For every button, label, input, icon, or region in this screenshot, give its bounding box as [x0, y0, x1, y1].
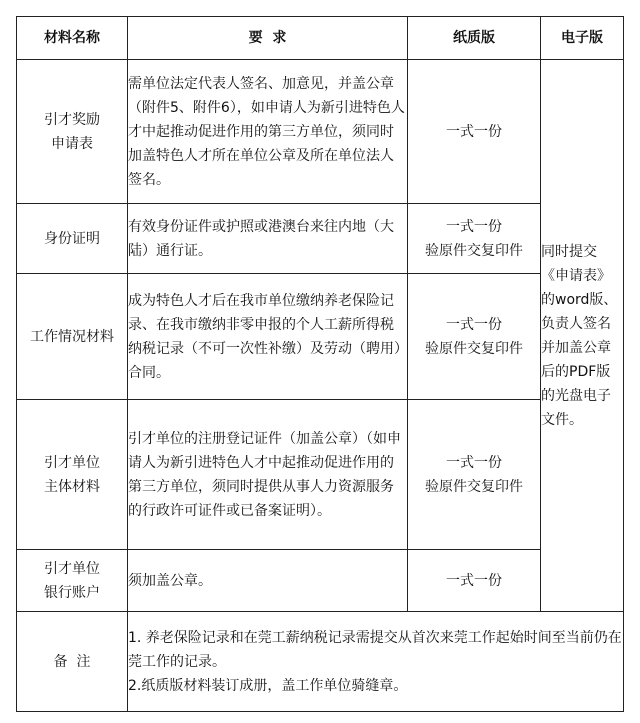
row-name-cell — [17, 204, 128, 274]
row-paper-line: 一式一份 — [446, 454, 502, 471]
row-name-line: 引才单位 — [44, 560, 100, 577]
row-paper-cell — [408, 274, 541, 400]
table-row — [17, 400, 624, 550]
row-name-line: 工作情况材料 — [30, 328, 114, 345]
table-row — [17, 274, 624, 400]
header-row — [17, 17, 624, 60]
row-name-line: 引才单位 — [44, 454, 100, 471]
row-name-line: 银行账户 — [44, 584, 100, 601]
row-paper-line: 一式一份 — [446, 218, 502, 235]
remark-item: 2.纸质版材料装订成册，盖工作单位骑缝章。 — [128, 677, 408, 694]
remarks-cell — [128, 612, 624, 712]
row-paper-line: 验原件交复印件 — [425, 340, 523, 357]
row-name-line: 主体材料 — [44, 478, 100, 495]
table-row — [17, 204, 624, 274]
row-paper-line: 一式一份 — [446, 316, 502, 333]
row-requirement: 有效身份证件或护照或港澳台来往内地（大陆）通行证。 — [128, 204, 408, 274]
row-paper-cell — [408, 550, 541, 612]
electronic-note: 同时提交《申请表》的word版、负责人签名并加盖公章后的PDF版的光盘电子文件。 — [541, 60, 624, 612]
row-requirement: 需单位法定代表人签名、加意见，并盖公章（附件5、附件6），如申请人为新引进特色人才中起推动促进作用的第三方单位，须同时加盖特色人才所在单位公章及所在单位法人签名。 — [128, 60, 408, 204]
row-paper-cell — [408, 204, 541, 274]
materials-table — [16, 16, 624, 712]
row-paper-cell — [408, 60, 541, 204]
row-paper-line: 一式一份 — [446, 123, 502, 140]
table-row — [17, 60, 624, 204]
row-name-line: 身份证明 — [44, 230, 100, 247]
row-name-cell — [17, 60, 128, 204]
row-requirement: 引才单位的注册登记证件（加盖公章）（如申请人为新引进特色人才中起推动促进作用的第三方单位，须同时提供从事人力资源服务的行政许可证件或已备案证明）。 — [128, 400, 408, 550]
row-requirement: 成为特色人才后在我市单位缴纳养老保险记录、在我市缴纳非零申报的个人工薪所得税纳税记录（不可一次性补缴）及劳动（聘用）合同。 — [128, 274, 408, 400]
row-requirement: 须加盖公章。 — [128, 550, 408, 612]
remarks-label: 备 注 — [17, 612, 128, 712]
header-name: 材料名称 — [17, 17, 128, 60]
remarks-row — [17, 612, 624, 712]
header-requirement: 要 求 — [128, 17, 408, 60]
row-name-cell — [17, 400, 128, 550]
row-paper-line: 一式一份 — [446, 572, 502, 589]
row-name-line: 申请表 — [51, 135, 93, 152]
row-paper-cell — [408, 400, 541, 550]
table-row — [17, 550, 624, 612]
row-name-cell — [17, 550, 128, 612]
row-paper-line: 验原件交复印件 — [425, 478, 523, 495]
header-paper: 纸质版 — [408, 17, 541, 60]
row-name-cell — [17, 274, 128, 400]
remark-item: 1. 养老保险记录和在莞工薪纳税记录需提交从首次来莞工作起始时间至当前仍在莞工作的记录。 — [128, 629, 622, 670]
row-name-line: 引才奖励 — [44, 111, 100, 128]
row-paper-line: 验原件交复印件 — [425, 242, 523, 259]
header-electronic: 电子版 — [541, 17, 624, 60]
